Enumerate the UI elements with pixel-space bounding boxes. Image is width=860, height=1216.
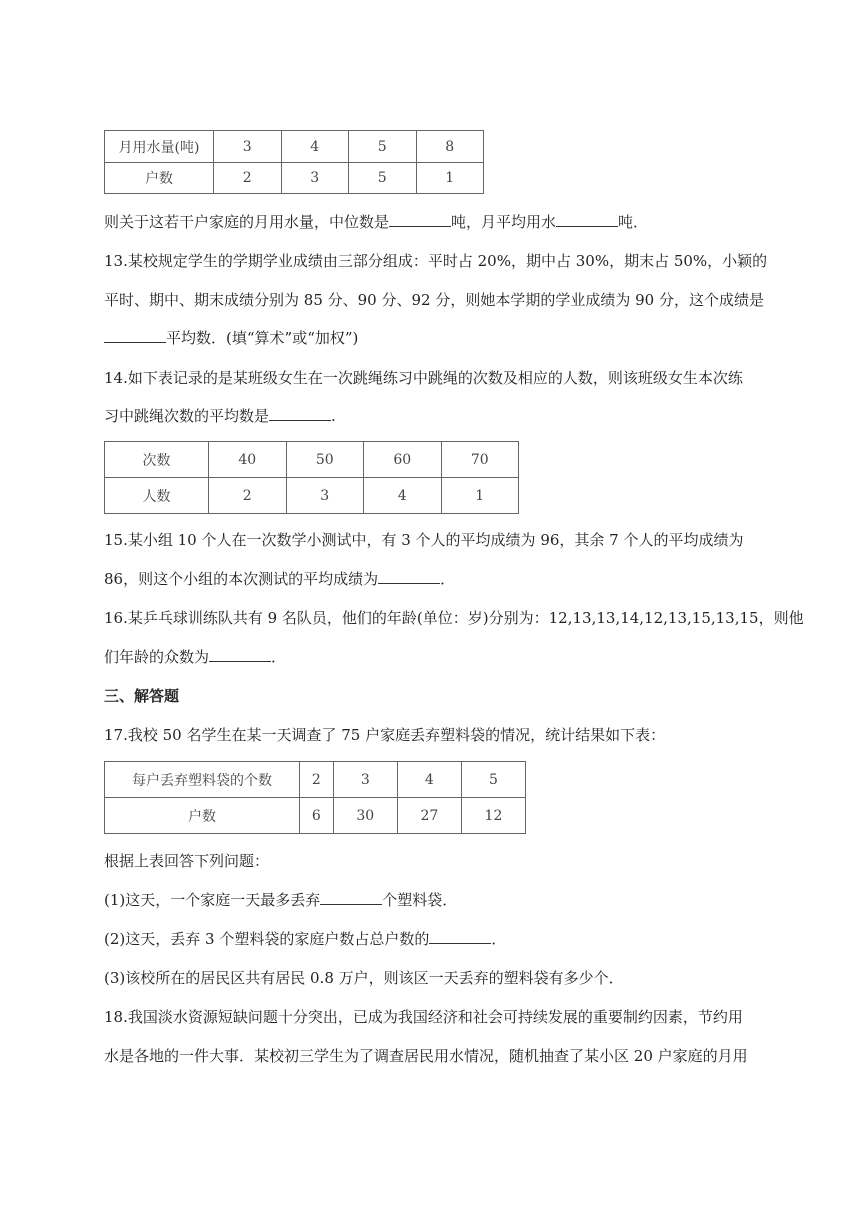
question-15-line2 bbox=[104, 569, 455, 589]
text: 吨，月平均用水 bbox=[451, 213, 557, 231]
table-cell: 2 bbox=[214, 163, 282, 194]
table-header-cell: 月用水量(吨) bbox=[105, 131, 214, 163]
question-17-sub1 bbox=[104, 890, 457, 910]
table-cell: 2 bbox=[209, 478, 287, 514]
table-header-cell: 每户丢弃塑料袋的个数 bbox=[105, 762, 300, 798]
question-14-line2 bbox=[104, 406, 336, 426]
table-cell: 2 bbox=[300, 762, 334, 798]
answer-blank bbox=[378, 569, 440, 584]
text: 个塑料袋． bbox=[382, 891, 458, 909]
text: 习中跳绳次数的平均数是 bbox=[104, 407, 270, 425]
table-cell: 50 bbox=[286, 442, 364, 478]
question-13-line3 bbox=[104, 328, 358, 348]
table-cell: 5 bbox=[349, 163, 417, 194]
table-cell: 60 bbox=[364, 442, 442, 478]
table-cell: 1 bbox=[441, 478, 519, 514]
question-16-line1: 16.某乒乓球训练队共有 9 名队员，他们的年龄(单位：岁)分别为：12,13,13,14,12,13,15,13,15，则他 bbox=[104, 609, 804, 627]
question-18-line2: 水是各地的一件大事．某校初三学生为了调查居民用水情况，随机抽查了某小区 20 户家庭的月用 bbox=[104, 1047, 748, 1065]
text: ． bbox=[271, 648, 287, 666]
question-17-sub2 bbox=[104, 929, 506, 949]
text: (2)这天，丢弃 3 个塑料袋的家庭户数占总户数的 bbox=[104, 930, 430, 948]
table-header-cell: 户数 bbox=[105, 163, 214, 194]
table-cell: 30 bbox=[333, 798, 397, 834]
table-cell: 70 bbox=[441, 442, 519, 478]
table-cell: 40 bbox=[209, 442, 287, 478]
question-15-line1: 15.某小组 10 个人在一次数学小测试中，有 3 个人的平均成绩为 96，其余 7 个人的平均成绩为 bbox=[104, 531, 744, 549]
text: (1)这天，一个家庭一天最多丢弃 bbox=[104, 891, 321, 909]
table-cell: 3 bbox=[333, 762, 397, 798]
table-cell: 4 bbox=[281, 131, 349, 163]
table-cell: 4 bbox=[397, 762, 461, 798]
text: 平均数．(填“算术”或“加权”) bbox=[166, 329, 359, 347]
text: 则关于这若干户家庭的月用水量，中位数是 bbox=[104, 213, 390, 231]
answer-blank bbox=[209, 647, 271, 662]
rope-skipping-table bbox=[104, 441, 519, 514]
answer-blank bbox=[269, 406, 331, 421]
table-cell: 6 bbox=[300, 798, 334, 834]
text: 们年龄的众数为 bbox=[104, 648, 210, 666]
table-cell: 27 bbox=[397, 798, 461, 834]
answer-blank bbox=[429, 929, 491, 944]
text: 吨． bbox=[618, 213, 649, 231]
text: ． bbox=[440, 570, 456, 588]
table-cell: 3 bbox=[286, 478, 364, 514]
question-13-line1: 13.某校规定学生的学期学业成绩由三部分组成：平时占 20%，期中占 30%，期末占 50%，小颖的 bbox=[104, 252, 768, 270]
question-14-line1: 14.如下表记录的是某班级女生在一次跳绳练习中跳绳的次数及相应的人数，则该班级女生本次练 bbox=[104, 369, 743, 387]
question-17-line1: 17.我校 50 名学生在某一天调查了 75 户家庭丢弃塑料袋的情况，统计结果如下表： bbox=[104, 726, 666, 744]
text: ． bbox=[491, 930, 507, 948]
question-17-prompt: 根据上表回答下列问题： bbox=[104, 852, 270, 870]
table-cell: 12 bbox=[461, 798, 525, 834]
question-13-line2: 平时、期中、期末成绩分别为 85 分、90 分、92 分，则她本学期的学业成绩为 90 分，这个成绩是 bbox=[104, 291, 764, 309]
table-header-cell: 次数 bbox=[105, 442, 209, 478]
water-usage-table bbox=[104, 130, 484, 194]
table-cell: 3 bbox=[281, 163, 349, 194]
table-cell: 8 bbox=[416, 131, 484, 163]
table-header-cell: 户数 bbox=[105, 798, 300, 834]
table-cell: 1 bbox=[416, 163, 484, 194]
table-cell: 5 bbox=[349, 131, 417, 163]
table-cell: 3 bbox=[214, 131, 282, 163]
table-header-cell: 人数 bbox=[105, 478, 209, 514]
table-cell: 5 bbox=[461, 762, 525, 798]
table-cell: 4 bbox=[364, 478, 442, 514]
text: 86，则这个小组的本次测试的平均成绩为 bbox=[104, 570, 379, 588]
plastic-bag-table bbox=[104, 761, 526, 834]
question-17-sub3: (3)该校所在的居民区共有居民 0.8 万户，则该区一天丢弃的塑料袋有多少个． bbox=[104, 969, 624, 987]
text: . bbox=[331, 407, 336, 425]
section-heading: 三、解答题 bbox=[104, 687, 180, 705]
answer-blank bbox=[389, 212, 451, 227]
answer-blank bbox=[104, 328, 166, 343]
question-18-line1: 18.我国淡水资源短缺问题十分突出，已成为我国经济和社会可持续发展的重要制约因素，节约用 bbox=[104, 1008, 743, 1026]
question-16-line2 bbox=[104, 647, 286, 667]
question-12-text bbox=[104, 212, 648, 232]
answer-blank bbox=[320, 890, 382, 905]
answer-blank bbox=[556, 212, 618, 227]
